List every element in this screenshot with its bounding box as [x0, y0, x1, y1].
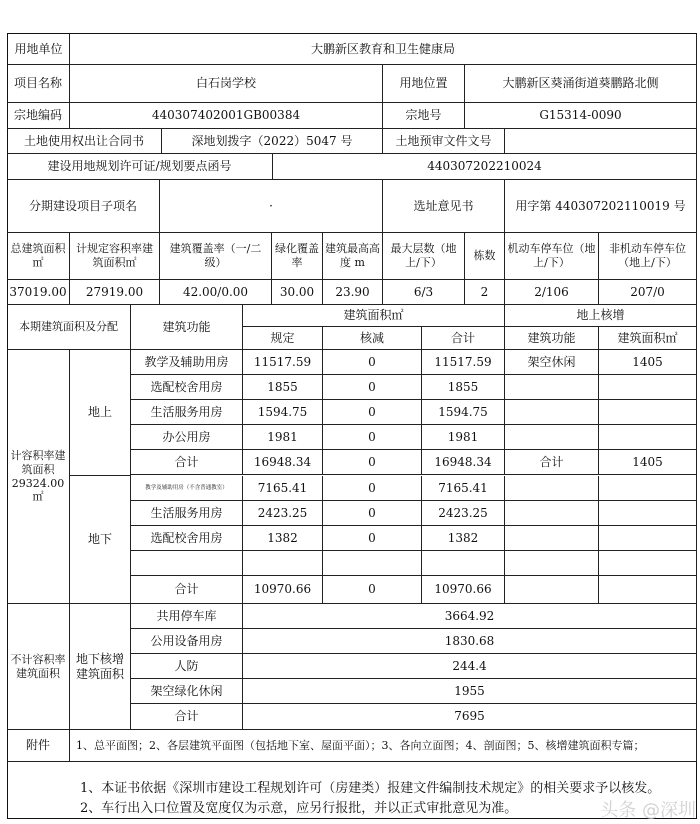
- non-far-row-value: 1830.68: [243, 629, 697, 654]
- ind-green: 30.00: [272, 280, 323, 305]
- below-row-extra-area: [599, 576, 697, 604]
- ind-bike-parking: 207/0: [599, 280, 697, 305]
- site-opinion-value: 用字第 440307202110019 号: [505, 180, 697, 233]
- above-row-spec: 16948.34: [243, 450, 323, 475]
- below-row-extra-func: [505, 576, 599, 604]
- below-row-extra-func: [505, 551, 599, 576]
- above-row-cut: 0: [323, 450, 422, 475]
- parcel-code-label: 宗地编码: [7, 103, 70, 129]
- below-row-spec: 10970.66: [243, 576, 323, 604]
- extra-sub-func: 建筑功能: [505, 327, 599, 350]
- watermark-logo: 头条 @深圳: [600, 800, 696, 821]
- below-row-spec: [243, 551, 323, 576]
- parcel-number-value: G15314-0090: [465, 103, 697, 129]
- below-row-extra-area: [599, 501, 697, 526]
- ind-header-parking: 机动车停车位（地上/下）: [505, 233, 599, 280]
- attachments-value: 1、总平面图；2、各层建筑平面图（包括地下室、屋面平面）；3、各向立面图；4、剖面图；5、核增建筑面积专篇；: [70, 730, 697, 762]
- phase-subitem-label: 分期建设项目子项名: [7, 180, 160, 233]
- below-row-func: 生活服务用房: [131, 501, 243, 526]
- above-row-extra-func: 合计: [505, 450, 599, 475]
- below-row-spec: 7165.41: [243, 476, 323, 501]
- above-ground-label: 地上: [70, 350, 131, 476]
- non-far-row-func: 人防: [131, 654, 243, 679]
- below-row-extra-area: [599, 476, 697, 501]
- above-row-func: 办公用房: [131, 425, 243, 450]
- below-row-func: [131, 551, 243, 576]
- above-row-extra-func: 架空休闲: [505, 350, 599, 375]
- ind-header-total-area: 总建筑面积㎡: [7, 233, 70, 280]
- project-name-label: 项目名称: [7, 65, 70, 103]
- extra-sub-area: 建筑面积㎡: [599, 327, 697, 350]
- parcel-code-value: 440307402001GB00384: [70, 103, 383, 129]
- above-row-spec: 1855: [243, 375, 323, 400]
- non-far-row-value: 3664.92: [243, 604, 697, 629]
- ind-header-floors: 最大层数（地上/下）: [383, 233, 465, 280]
- above-row-total: 1594.75: [422, 400, 505, 425]
- planning-permit-label: 建设用地规划许可证/规划要点函号: [7, 154, 273, 180]
- non-far-row-value: 1955: [243, 679, 697, 704]
- above-row-total: 11517.59: [422, 350, 505, 375]
- parcel-number-label: 宗地号: [383, 103, 465, 129]
- above-row-cut: 0: [323, 425, 422, 450]
- above-row-extra-area: 1405: [599, 450, 697, 475]
- above-row-func: 教学及辅助用房: [131, 350, 243, 375]
- below-row-cut: 0: [323, 526, 422, 551]
- non-far-row-func: 公用设备用房: [131, 629, 243, 654]
- below-row-cut: 0: [323, 476, 422, 501]
- area-header: 建筑面积㎡: [243, 305, 505, 327]
- site-opinion-label: 选址意见书: [383, 180, 505, 233]
- note-1: 1、本证书依据《深圳市建设工程规划许可（房建类）报建文件编制技术规定》的相关要求予以核发。: [80, 781, 661, 796]
- planning-permit-value: 440307202210024: [273, 154, 697, 180]
- below-row-func: 教学及辅助用房（不含普通教室）: [131, 476, 243, 501]
- above-row-extra-area: [599, 375, 697, 400]
- ind-header-coverage: 建筑覆盖率（一/二级）: [160, 233, 272, 280]
- above-row-total: 16948.34: [422, 450, 505, 475]
- below-row-total: 10970.66: [422, 576, 505, 604]
- ind-floors: 6/3: [383, 280, 465, 305]
- extra-header: 地上核增: [505, 305, 697, 327]
- non-far-row-func: 共用停车库: [131, 604, 243, 629]
- non-far-label: 不计容积率建筑面积: [7, 604, 70, 730]
- above-row-func: 生活服务用房: [131, 400, 243, 425]
- above-row-func: 合计: [131, 450, 243, 475]
- ind-header-bike-parking: 非机动车停车位（地上/下）: [599, 233, 697, 280]
- below-row-total: [422, 551, 505, 576]
- ind-parking: 2/106: [505, 280, 599, 305]
- above-row-total: 1855: [422, 375, 505, 400]
- below-row-extra-area: [599, 551, 697, 576]
- ind-total-area: 37019.00: [7, 280, 70, 305]
- below-row-func: 选配校舍用房: [131, 526, 243, 551]
- above-row-cut: 0: [323, 350, 422, 375]
- above-row-cut: 0: [323, 400, 422, 425]
- ind-header-green: 绿化覆盖率: [272, 233, 323, 280]
- above-row-spec: 11517.59: [243, 350, 323, 375]
- above-row-spec: 1981: [243, 425, 323, 450]
- below-row-cut: 0: [323, 576, 422, 604]
- below-row-extra-func: [505, 501, 599, 526]
- notes: [80, 779, 660, 819]
- note-2: 2、车行出入口位置及宽度仅为示意，应另行报批，并以正式审批意见为准。: [80, 801, 518, 816]
- above-row-extra-area: [599, 400, 697, 425]
- below-row-total: 7165.41: [422, 476, 505, 501]
- below-row-cut: 0: [323, 501, 422, 526]
- below-row-spec: 2423.25: [243, 501, 323, 526]
- below-row-func: 合计: [131, 576, 243, 604]
- below-row-extra-func: [505, 526, 599, 551]
- above-row-extra-func: [505, 425, 599, 450]
- area-section-label: 本期建筑面积及分配: [7, 305, 131, 350]
- phase-subitem-value: ·: [160, 180, 383, 233]
- above-row-extra-func: [505, 375, 599, 400]
- land-contract-value: 深地划拨字（2022）5047 号: [162, 129, 383, 154]
- non-far-row-func: 合计: [131, 704, 243, 730]
- non-far-row-value: 244.4: [243, 654, 697, 679]
- non-far-sub-label: 地下核增建筑面积: [70, 604, 131, 730]
- below-row-extra-func: [505, 476, 599, 501]
- attachments-label: 附件: [7, 730, 70, 762]
- far-group-label: 计容积率建筑面积 29324.00㎡: [7, 350, 70, 604]
- preapproval-doc-label: 土地预审文件文号: [383, 129, 505, 154]
- ind-height: 23.90: [323, 280, 383, 305]
- below-row-cut: [323, 551, 422, 576]
- ind-far-area: 27919.00: [70, 280, 160, 305]
- area-sub-cut: 核减: [323, 327, 422, 350]
- below-row-total: 2423.25: [422, 501, 505, 526]
- ind-coverage: 42.00/0.00: [160, 280, 272, 305]
- ind-header-height: 建筑最高高度 m: [323, 233, 383, 280]
- above-row-func: 选配校舍用房: [131, 375, 243, 400]
- below-row-extra-area: [599, 526, 697, 551]
- above-row-total: 1981: [422, 425, 505, 450]
- area-sub-spec: 规定: [243, 327, 323, 350]
- land-location-label: 用地位置: [383, 65, 465, 103]
- non-far-row-value: 7695: [243, 704, 697, 730]
- above-row-cut: 0: [323, 375, 422, 400]
- project-name-value: 白石岗学校: [70, 65, 383, 103]
- non-far-row-func: 架空绿化休闲: [131, 679, 243, 704]
- below-ground-label: 地下: [70, 476, 131, 604]
- land-user-label: 用地单位: [7, 33, 70, 65]
- above-row-extra-func: [505, 400, 599, 425]
- land-user-value: 大鹏新区教育和卫生健康局: [70, 33, 697, 65]
- land-contract-label: 土地使用权出让合同书: [7, 129, 162, 154]
- preapproval-doc-value: [505, 129, 697, 154]
- ind-header-buildings: 栋数: [465, 233, 505, 280]
- below-row-spec: 1382: [243, 526, 323, 551]
- area-func-header: 建筑功能: [131, 305, 243, 350]
- ind-buildings: 2: [465, 280, 505, 305]
- ind-header-far-area: 计规定容积率建筑面积㎡: [70, 233, 160, 280]
- above-row-extra-area: 1405: [599, 350, 697, 375]
- below-row-total: 1382: [422, 526, 505, 551]
- above-row-spec: 1594.75: [243, 400, 323, 425]
- above-row-extra-area: [599, 425, 697, 450]
- area-sub-total: 合计: [422, 327, 505, 350]
- land-location-value: 大鹏新区葵涌街道葵鹏路北侧: [465, 65, 697, 103]
